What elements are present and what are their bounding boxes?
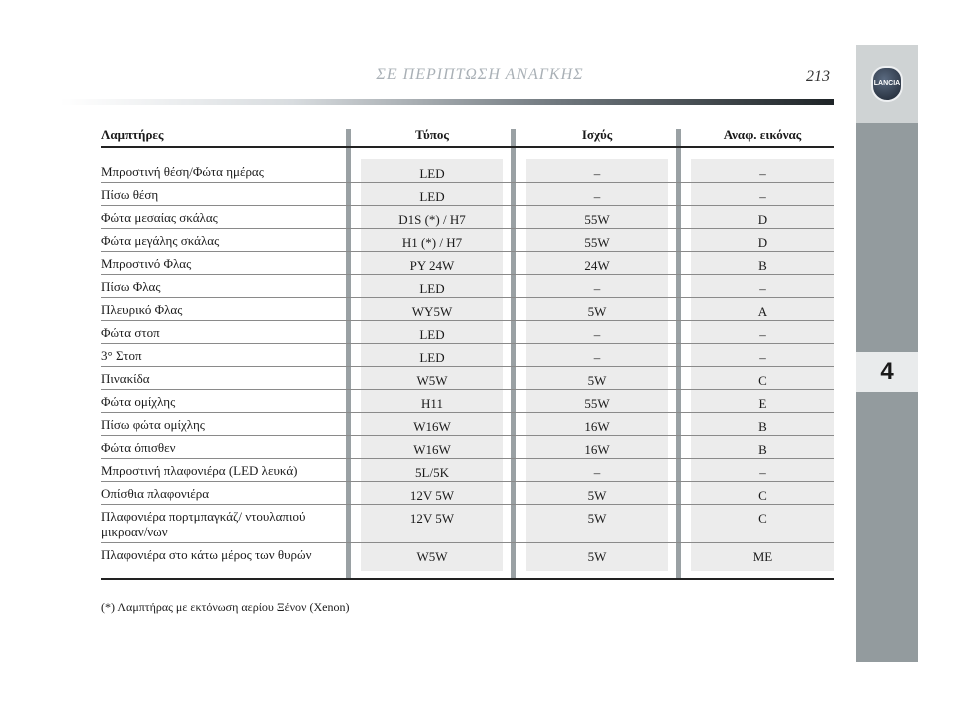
lamp-type: H1 (*) / H7 [401,235,463,250]
lamp-power: 55W [584,235,610,250]
lancia-logo-icon: LANCIA [871,66,903,102]
table-row [101,275,834,298]
lamp-power: – [593,465,601,480]
lamp-figure-ref: C [758,373,767,388]
lamp-power: 16W [584,419,610,434]
lamp-figure-ref: – [759,166,766,181]
lamp-power: 5W [587,511,607,526]
column-header-lamps: Λαμπτήρες [101,127,164,142]
lamp-figure-ref: ME [752,549,773,564]
lamp-figure-ref: D [757,235,768,250]
lamp-figure-ref: – [759,327,766,342]
lamp-figure-ref: – [759,281,766,296]
lamp-figure-ref: C [758,488,767,503]
lamp-name: 3° Στοπ [101,348,142,363]
lamp-power: – [593,327,601,342]
lamp-figure-ref: A [757,304,768,319]
table-row [101,367,834,390]
table-row [101,160,834,183]
lamp-name: Πλευρικό Φλας [101,302,183,317]
table-row [101,413,834,436]
lamp-name: Πλαφονιέρα πορτμπαγκάζ/ ντουλαπιού μικροαν/νων [101,509,306,539]
lamp-figure-ref: – [759,350,766,365]
table-bottom-rule [101,578,834,580]
lamp-power: – [593,189,601,204]
lamp-power: 24W [584,258,610,273]
lamp-type: LED [419,350,445,365]
lamp-name: Φώτα μεσαίας σκάλας [101,210,218,225]
lamp-figure-ref: E [758,396,767,411]
lamp-type: D1S (*) / H7 [398,212,466,227]
lamp-power: 16W [584,442,610,457]
lamp-figure-ref: B [758,419,767,434]
lamp-type: 12V 5W [409,488,455,503]
lamp-figure-ref: C [758,511,767,526]
lamp-type: LED [419,166,445,181]
lamp-name: Μπροστινό Φλας [101,256,192,271]
lamp-name: Πίσω θέση [101,187,159,202]
lamp-type: W5W [416,549,448,564]
lamp-name: Φώτα μεγάλης σκάλας [101,233,220,248]
table-row [101,298,834,321]
lamp-name: Πίσω Φλας [101,279,161,294]
lamp-figure-ref: – [759,189,766,204]
lamp-figure-ref: B [758,442,767,457]
lamp-figure-ref: D [757,212,768,227]
lamp-name: Πλαφονιέρα στο κάτω μέρος των θυρών [101,547,312,562]
table-row [101,436,834,459]
lamp-name: Φώτα στοπ [101,325,160,340]
lamp-type: PY 24W [409,258,455,273]
lamp-power: 55W [584,396,610,411]
table-row [101,505,834,543]
table-top-rule [101,146,834,148]
lamp-power: 5W [587,373,607,388]
column-header-ref: Αναφ. εικόνας [723,127,802,142]
lamp-name: Πίσω φώτα ομίχλης [101,417,205,432]
lamp-type: H11 [421,396,443,411]
table-row [101,321,834,344]
lamp-power: – [593,166,601,181]
lamp-name: Μπροστινή θέση/Φώτα ημέρας [101,164,264,179]
page-header-title: ΣΕ ΠΕΡΙΠΤΩΣΗ ΑΝΑΓΚΗΣ [376,66,584,83]
lamp-power: 5W [587,304,607,319]
lamp-type: W5W [416,373,448,388]
lamp-name: Φώτα όπισθεν [101,440,176,455]
table-row [101,183,834,206]
table-row [101,252,834,275]
lamp-power: 55W [584,212,610,227]
lamp-type: 5L/5K [415,465,449,480]
table-row [101,229,834,252]
lamp-type: WY5W [411,304,453,319]
lamp-type: LED [419,327,445,342]
footnote: (*) Λαμπτήρας με εκτόνωση αερίου Ξένον (Xenon) [101,600,350,614]
table-row [101,344,834,367]
lamp-power: 5W [587,488,607,503]
column-header-type: Τύπος [415,127,449,142]
lamp-name: Μπροστινή πλαφονιέρα (LED λευκά) [101,463,298,478]
lamp-figure-ref: B [758,258,767,273]
table-row [101,482,834,505]
lamp-figure-ref: – [759,465,766,480]
page-number: 213 [806,68,830,85]
lamp-type: 12V 5W [409,511,455,526]
table-row [101,459,834,482]
table-row [101,543,834,566]
lamp-name: Πινακίδα [101,371,150,386]
lamp-type: W16W [413,419,451,434]
lamp-power: – [593,281,601,296]
lamp-type: LED [419,281,445,296]
lamp-name: Οπίσθια πλαφονιέρα [101,486,210,501]
table-row [101,206,834,229]
lamp-power: 5W [587,549,607,564]
lamp-type: LED [419,189,445,204]
lamp-power: – [593,350,601,365]
header-rule [60,99,834,105]
column-header-power: Ισχύς [581,127,613,142]
lamp-type: W16W [413,442,451,457]
chapter-number: 4 [856,352,918,392]
lamp-name: Φώτα ομίχλης [101,394,176,409]
table-row [101,390,834,413]
